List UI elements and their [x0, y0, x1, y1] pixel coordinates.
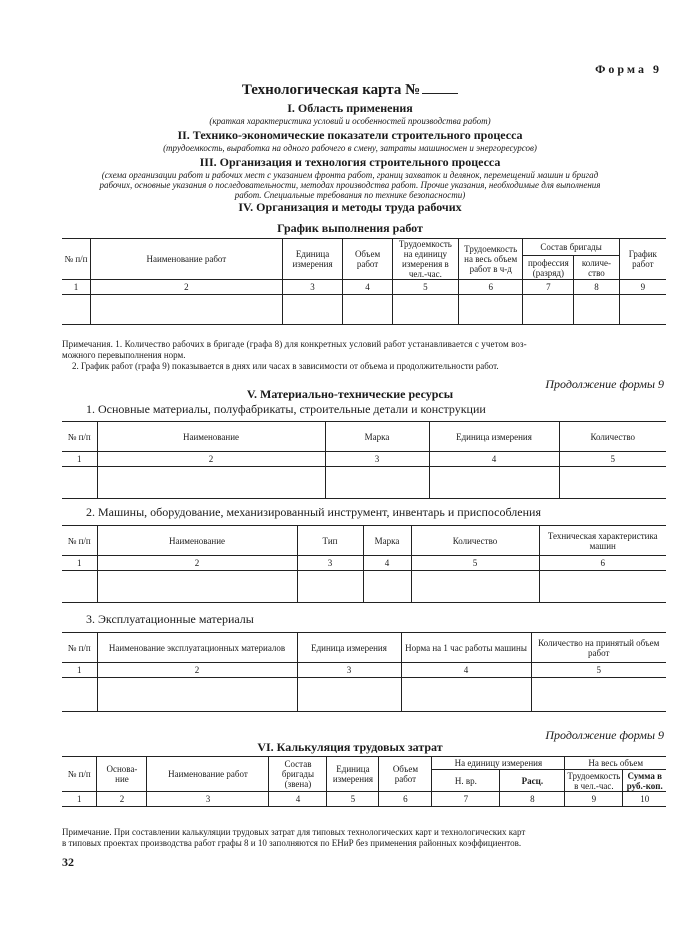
section-3-note-1: (схема организации работ и рабочих мест с указанием фронта работ, границ захваток и делянок, перемещений машин и бригад: [101, 170, 599, 180]
notes-2: [62, 827, 672, 849]
col-unit-header: Единица измерения: [282, 239, 342, 280]
col-no-header: № п/п: [62, 239, 90, 280]
col-crew-header: Состав бригады: [523, 239, 619, 256]
col-number: 3: [282, 280, 342, 295]
empty-row: [62, 678, 666, 712]
table-1-caption: График выполнения работ: [277, 221, 423, 235]
col-name-header: Наименование: [97, 422, 325, 452]
work-schedule-table: [62, 238, 666, 325]
col-number: 4: [269, 792, 327, 807]
section-1-note: (краткая характеристика условий и особенностей производства работ): [209, 116, 491, 126]
col-unit-header: Единица измерения: [327, 757, 379, 792]
col-number: 6: [458, 280, 523, 295]
col-number: 7: [523, 280, 574, 295]
col-no-header: № п/п: [62, 757, 97, 792]
col-number: 4: [429, 452, 559, 467]
col-number: 2: [97, 452, 325, 467]
col-no-header: № п/п: [62, 422, 97, 452]
col-mark-header: Марка: [363, 526, 411, 556]
col-number: 1: [62, 792, 97, 807]
col-number: 9: [565, 792, 623, 807]
operational-materials-table: [62, 632, 666, 712]
col-number: 5: [327, 792, 379, 807]
table-2-title: 1. Основные материалы, полуфабрикаты, строительные детали и конструкции: [86, 402, 486, 416]
col-labor-total-header: Трудоемкость на весь объем работ в ч-д: [458, 239, 523, 280]
col-number: 6: [539, 556, 666, 571]
col-tech-header: Техническая характеристика машин: [539, 526, 666, 556]
col-number: 8: [574, 280, 619, 295]
section-2-note: (трудоемкость, выработка на одного рабочего в смену, затраты машиносмен и энергоресурсов): [163, 143, 537, 153]
col-number: 3: [147, 792, 269, 807]
materials-table: [62, 421, 666, 499]
continuation-label: Продолжение формы 9: [545, 377, 664, 391]
col-sum-header: Сумма в руб.-коп.: [623, 770, 666, 792]
section-4-title: IV. Организация и методы труда рабочих: [238, 200, 462, 214]
col-quantity-header: количе- ство: [574, 256, 619, 280]
col-rate-header: Расц.: [500, 770, 565, 792]
col-total-header: На весь объем: [565, 757, 666, 770]
section-6-title: VI. Калькуляция трудовых затрат: [257, 740, 443, 754]
col-type-header: Тип: [297, 526, 363, 556]
col-per-unit-header: На единицу измерения: [432, 757, 565, 770]
col-number: 1: [62, 556, 97, 571]
col-number: 3: [297, 556, 363, 571]
col-number: 1: [62, 663, 97, 678]
labor-calculation-table: [62, 756, 666, 807]
col-volume-header: Объем работ: [343, 239, 393, 280]
col-number: 5: [411, 556, 539, 571]
col-labor-unit-header: Трудоемкость на единицу измерения в чел.-час.: [392, 239, 458, 280]
title-text: Технологическая карта №: [241, 82, 421, 98]
col-number: 4: [343, 280, 393, 295]
note-2-line-2: в типовых проектах производства работ графы 8 и 10 заполняются по ЕНиР без применения районных коэффициентов.: [62, 838, 522, 848]
col-number: 9: [619, 280, 666, 295]
form-label: Форма 9: [595, 62, 662, 76]
section-3-title: III. Организация и технология строительного процесса: [199, 155, 501, 169]
note-1-line-3: 2. График работ (графа 9) показывается в днях или часах в зависимости от объема и продолжительности работ.: [72, 361, 499, 371]
col-name-header: Наименование эксплуатационных материалов: [97, 633, 297, 663]
col-basis-header: Основа- ние: [97, 757, 147, 792]
col-quantity-header: Количество на принятый объем работ: [531, 633, 666, 663]
col-volume-header: Объем работ: [379, 757, 432, 792]
note-1-line-1: Примечания. 1. Количество рабочих в бригаде (графа 8) для конкретных условий работ устанавливается с учетом воз-: [62, 339, 527, 349]
col-quantity-header: Количество: [411, 526, 539, 556]
col-schedule-header: График работ: [619, 239, 666, 280]
empty-row: [62, 571, 666, 603]
col-number: 8: [500, 792, 565, 807]
empty-row: [62, 467, 666, 499]
col-name-header: Наименование работ: [90, 239, 282, 280]
note-1-line-2: можного перевыполнения норм.: [62, 350, 186, 360]
col-number: 2: [90, 280, 282, 295]
col-unit-header: Единица измерения: [429, 422, 559, 452]
section-3-note-2: рабочих, основные указания о последовательности, методах производства работ. Прочие указания, необходимые для выполнения: [99, 180, 601, 190]
col-crew-header: Состав бригады (звена): [269, 757, 327, 792]
col-number: 1: [62, 280, 90, 295]
col-number: 2: [97, 792, 147, 807]
section-5-title: V. Материально-технические ресурсы: [246, 387, 454, 401]
col-quantity-header: Количество: [559, 422, 666, 452]
col-norm-header: Н. вр.: [432, 770, 500, 792]
col-mark-header: Марка: [325, 422, 429, 452]
col-number: 1: [62, 452, 97, 467]
notes-1: [62, 339, 672, 372]
col-number: 4: [363, 556, 411, 571]
col-number: 5: [392, 280, 458, 295]
table-3-title: 2. Машины, оборудование, механизированный инструмент, инвентарь и приспособления: [86, 505, 541, 519]
page-title: [0, 82, 700, 99]
col-number: 7: [432, 792, 500, 807]
table-4-title: 3. Эксплуатационные материалы: [86, 612, 254, 626]
col-no-header: № п/п: [62, 633, 97, 663]
machines-table: [62, 525, 666, 603]
section-1-title: I. Область применения: [287, 101, 413, 115]
col-number: 6: [379, 792, 432, 807]
continuation-label: Продолжение формы 9: [545, 728, 664, 742]
col-number: 10: [623, 792, 666, 807]
col-number: 2: [97, 663, 297, 678]
col-number: 3: [297, 663, 401, 678]
col-number: 5: [531, 663, 666, 678]
section-3-note-3: работ. Специальные требования по технике безопасности): [234, 190, 466, 200]
col-name-header: Наименование работ: [147, 757, 269, 792]
col-number: 4: [401, 663, 531, 678]
col-number: 2: [97, 556, 297, 571]
col-profession-header: профессия (разряд): [523, 256, 574, 280]
col-number: 3: [325, 452, 429, 467]
col-labor-header: Трудоемкость в чел.-час.: [565, 770, 623, 792]
col-unit-header: Единица измерения: [297, 633, 401, 663]
col-norm-header: Норма на 1 час работы машины: [401, 633, 531, 663]
col-number: 5: [559, 452, 666, 467]
empty-row: [62, 295, 666, 325]
col-no-header: № п/п: [62, 526, 97, 556]
col-name-header: Наименование: [97, 526, 297, 556]
note-2-line-1: Примечание. При составлении калькуляции трудовых затрат для типовых технологических карт и технологических карт: [62, 827, 526, 837]
title-blank: [422, 93, 458, 94]
section-2-title: II. Технико-экономические показатели строительного процесса: [177, 128, 523, 142]
page-number: 32: [62, 855, 74, 869]
